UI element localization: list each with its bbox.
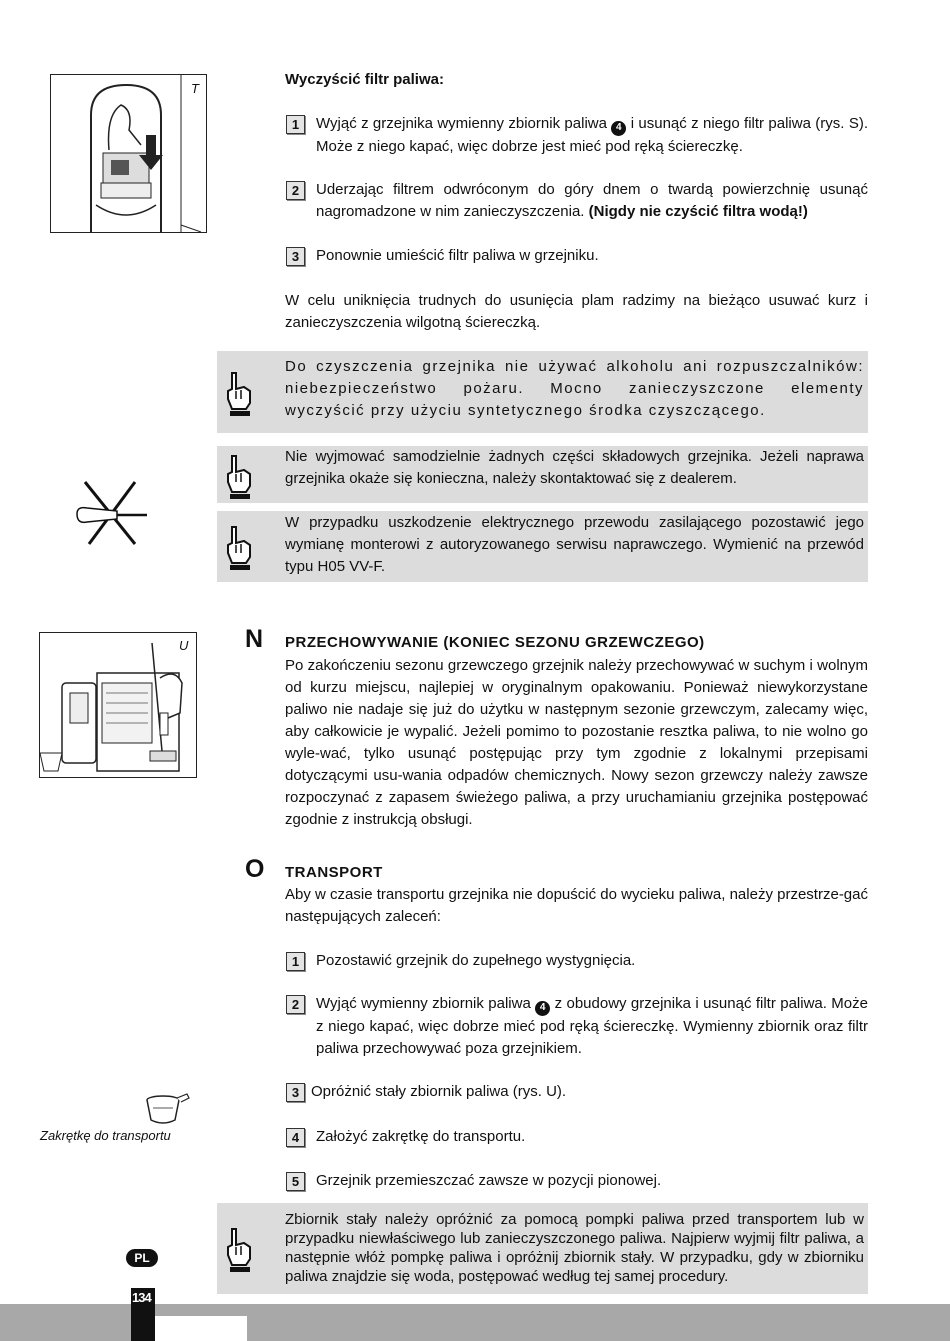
step-number: 3 (286, 247, 305, 266)
step-number: 4 (286, 1128, 305, 1147)
step-number: 1 (286, 115, 305, 134)
transport-intro: Aby w czasie transportu grzejnika nie dopuścić do wycieku paliwa, należy przestrze-gać następujących zaleceń: (285, 886, 868, 925)
note-text: Zbiornik stały należy opróżnić za pomocą pompki paliwa przed transportem lub w przypadku niewłaściwego lub zanieczyszczonego paliwa. Najpierw wyjmij filtr paliwa, a następnie włóż pompkę paliwa i opróżnij zbiornik stały. W przypadku, gdy w zbiorniku paliwa znajdzie się woda, postępować według tej samej procedury. (285, 1211, 864, 1285)
step-text-part: z obudowy grzejnika i usunąć filtr paliwa. Może z niego kapać, więc dobrze mieć pod ręką ściereczkę. Wymienny zbiornik oraz filtr paliwa przechowywać poza grzejnikiem. (316, 995, 868, 1057)
note-box (217, 351, 868, 433)
step-text-part: Wyjąć wymienny zbiornik paliwa (316, 995, 536, 1012)
step-number: 2 (286, 995, 305, 1014)
step-text-part: Uderzając filtrem odwróconym do góry dnem o twardą powierzchnię usunąć nagromadzone w nim zanieczyszczenia. (316, 181, 868, 220)
note-text: Do czyszczenia grzejnika nie używać alkoholu ani rozpuszczalników: niebezpieczeństwo pożaru. Mocno zanieczyszczone elementy wyczyścić przy użyciu syntetycznego środka czyszczącego. (285, 358, 864, 419)
pointing-hand-icon (224, 523, 254, 571)
pointing-hand-icon (224, 452, 254, 500)
note-text: Nie wyjmować samodzielnie żadnych części składowych grzejnika. Jeżeli naprawa grzejnika okaże się konieczna, należy skontaktować się z dealerem. (285, 448, 864, 487)
note-box (217, 511, 868, 582)
tank-reference-badge: 4 (535, 1001, 550, 1016)
step-text: Założyć zakrętkę do transportu. (316, 1128, 526, 1145)
note-box (217, 446, 868, 503)
figure-label-t: T (191, 81, 199, 96)
step-text: Opróżnić stały zbiornik paliwa (rys. U). (311, 1083, 567, 1100)
no-screwdriver-icon (73, 478, 153, 548)
figure-u (39, 632, 197, 778)
step-text: Ponownie umieścić filtr paliwa w grzejniku. (316, 247, 599, 264)
figure-label-u: U (179, 638, 189, 653)
step-text (316, 993, 868, 1060)
storage-heading: PRZECHOWYWANIE (KONIEC SEZONU GRZEWCZEGO) (285, 634, 705, 651)
step-number: 1 (286, 952, 305, 971)
language-badge: PL (126, 1249, 158, 1267)
transport-heading: TRANSPORT (285, 864, 383, 881)
step-text: Grzejnik przemieszczać zawsze w pozycji pionowej. (316, 1172, 662, 1189)
filter-cleaning-illustration (51, 75, 206, 232)
pointing-hand-icon (224, 1225, 254, 1273)
step-text-part: Wyjąć z grzejnika wymienny zbiornik paliwa (316, 115, 612, 132)
note-box (217, 1203, 868, 1294)
section-letter-o: O (245, 855, 265, 883)
tank-reference-badge: 4 (611, 121, 626, 136)
warning-text: (Nigdy nie czyścić filtra wodą!) (588, 203, 808, 220)
page-number-block (131, 1288, 155, 1341)
step-number: 3 (286, 1083, 305, 1102)
filter-heading: Wyczyścić filtr paliwa: (285, 71, 444, 88)
step-text (316, 113, 868, 158)
footer-white-tab (155, 1316, 247, 1341)
figure-t (50, 74, 207, 233)
section-letter-n: N (245, 625, 264, 653)
step-text-part: i usunąć z niego filtr paliwa (rys. S). Może z niego kapać, więc dobrze jest mieć pod ręką ściereczkę. (316, 115, 868, 155)
pointing-hand-icon (224, 369, 254, 417)
step-text: Pozostawić grzejnik do zupełnego wystygnięcia. (316, 952, 636, 969)
fuel-pump-illustration (40, 633, 196, 777)
step-text (316, 179, 868, 223)
note-text: W przypadku uszkodzenie elektrycznego przewodu zasilającego pozostawić jego wymianę monterowi z autoryzowanego serwisu naprawczego. Wymienić na przewód typu H05 VV-F. (285, 514, 864, 575)
cap-caption: Zakrętkę do transportu (40, 1128, 171, 1143)
step-number: 2 (286, 181, 305, 200)
page-number: 134 (132, 1290, 151, 1305)
transport-cap-icon (143, 1092, 191, 1128)
step-number: 5 (286, 1172, 305, 1191)
cleaning-paragraph: W celu uniknięcia trudnych do usunięcia plam radzimy na bieżąco usuwać kurz i zanieczyszczenia wilgotną ściereczką. (285, 292, 868, 331)
storage-body: Po zakończeniu sezonu grzewczego grzejnik należy przechowywać w suchym i wolnym od kurzu miejscu, najlepiej w oryginalnym opakowaniu. Ponieważ niewykorzystane paliwo nie nadaje się już do użytku w następnym sezonie grzewczym, zalecamy więc, aby całkowicie je wypalić. Jeżeli pomimo to pozostanie resztka paliwa, to nie wolno go wyle-wać, tylko usunąć postępując przy tym zgodnie z lokalnymi przepisami dotyczącymi usu-wania odpadów chemicznych. Nowy sezon grzewczy należy zawsze rozpoczynać z zapasem świeżego paliwa, a przy uruchamianiu grzejnika postępować zgodnie z instrukcją obsługi. (285, 657, 868, 828)
